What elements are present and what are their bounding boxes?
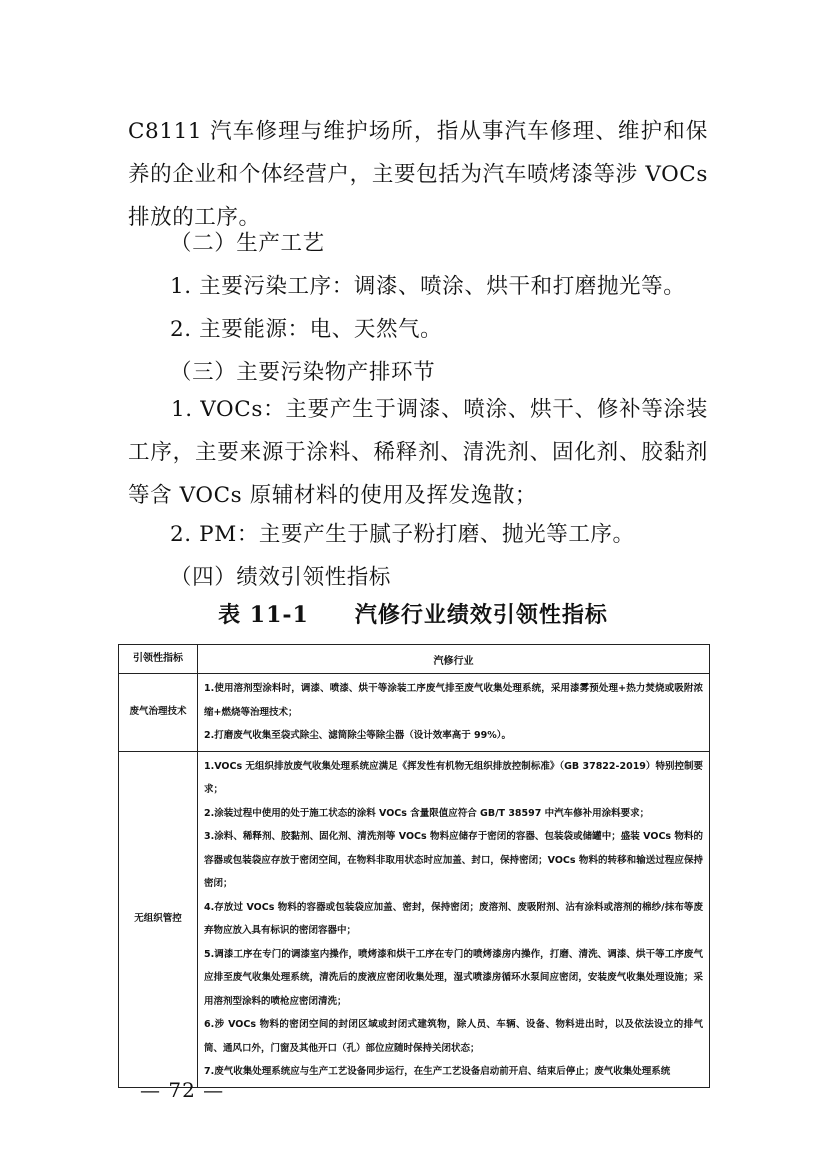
list-item: 5.调漆工序在专门的调漆室内操作，喷烤漆和烘干工序在专门的喷烤漆房内操作，打磨、清洗、调漆、烘干等工序废气应排至废气收集处理系统，清洗后的废液应密闭收集处理，湿式喷漆房循环水泵间应密闭，安装废气收集处理设施；采用溶剂型涂料的喷枪应密闭清洗； — [204, 948, 703, 1007]
list-item: 7.废气收集处理系统应与生产工艺设备同步运行，在生产工艺设备启动前开启、结束后停止；废气收集处理系统 — [204, 1066, 671, 1077]
list-item-pollution-process: 1. 主要污染工序：调漆、喷涂、烘干和打磨抛光等。 — [170, 274, 686, 299]
section-heading-production: （二）生产工艺 — [170, 231, 325, 256]
header-indicator: 引领性指标 — [119, 645, 198, 674]
section-heading-pollutants: （三）主要污染物产排环节 — [170, 360, 436, 385]
list-item: 3.涂料、稀释剂、胶黏剂、固化剂、清洗剂等 VOCs 物料应储存于密闭的容器、包装袋或储罐中；盛装 VOCs 物料的容器或包装袋应存放于密闭空间，在物料非取用状态时应加盖、封口，保持密闭；VOCs 物料的转移和输送过程应保持密闭； — [204, 831, 703, 889]
list-item: 2.打磨废气收集至袋式除尘、滤筒除尘等除尘器（设计效率高于 99%）。 — [204, 730, 512, 741]
row-category: 废气治理技术 — [119, 674, 198, 752]
page-number: — 72 — — [140, 1078, 225, 1102]
indicator-table — [118, 644, 710, 1088]
table-row — [119, 751, 710, 1087]
list-item: 6.涉 VOCs 物料的密闭空间的封闭区域或封闭式建筑物，除人员、车辆、设备、物料进出时，以及依法设立的排气筒、通风口外，门窗及其他开口（孔）部位应随时保持关闭状态； — [204, 1019, 703, 1054]
list-item: 2.涂装过程中使用的处于施工状态的涂料 VOCs 含量限值应符合 GB/T 38597 中汽车修补用涂料要求； — [204, 807, 650, 819]
header-industry: 汽修行业 — [198, 645, 710, 674]
row-content — [198, 751, 710, 1087]
list-item: 1.VOCs 无组织排放废气收集处理系统应满足《挥发性有机物无组织排放控制标准》（GB 37822-2019）特别控制要求； — [204, 760, 703, 795]
intro-paragraph: C8111 汽车修理与维护场所，指从事汽车修理、维护和保养的企业和个体经营户，主要包括为汽车喷烤漆等涉 VOCs 排放的工序。 — [128, 119, 708, 230]
table-header-row — [119, 645, 710, 674]
row-content — [198, 674, 710, 752]
section-heading-indicators: （四）绩效引领性指标 — [170, 565, 392, 590]
list-item: 1.使用溶剂型涂料时，调漆、喷漆、烘干等涂装工序废气排至废气收集处理系统，采用漆雾预处理+热力焚烧或吸附浓缩+燃烧等治理技术； — [204, 683, 703, 718]
list-item-energy: 2. 主要能源：电、天然气。 — [170, 317, 443, 342]
row-category: 无组织管控 — [119, 751, 198, 1087]
paragraph-vocs: 1. VOCs：主要产生于调漆、喷涂、烘干、修补等涂装工序，主要来源于涂料、稀释剂、清洗剂、固化剂、胶黏剂等含 VOCs 原辅材料的使用及挥发逸散； — [128, 397, 708, 508]
table-title: 表 11-1 汽修行业绩效引领性指标 — [218, 602, 608, 628]
list-item: 4.存放过 VOCs 物料的容器或包装袋应加盖、密封，保持密闭；废溶剂、废吸附剂、沾有涂料或溶剂的棉纱/抹布等废弃物应放入具有标识的密闭容器中； — [204, 901, 703, 936]
paragraph-pm: 2. PM：主要产生于腻子粉打磨、抛光等工序。 — [170, 522, 635, 547]
table-row — [119, 674, 710, 752]
